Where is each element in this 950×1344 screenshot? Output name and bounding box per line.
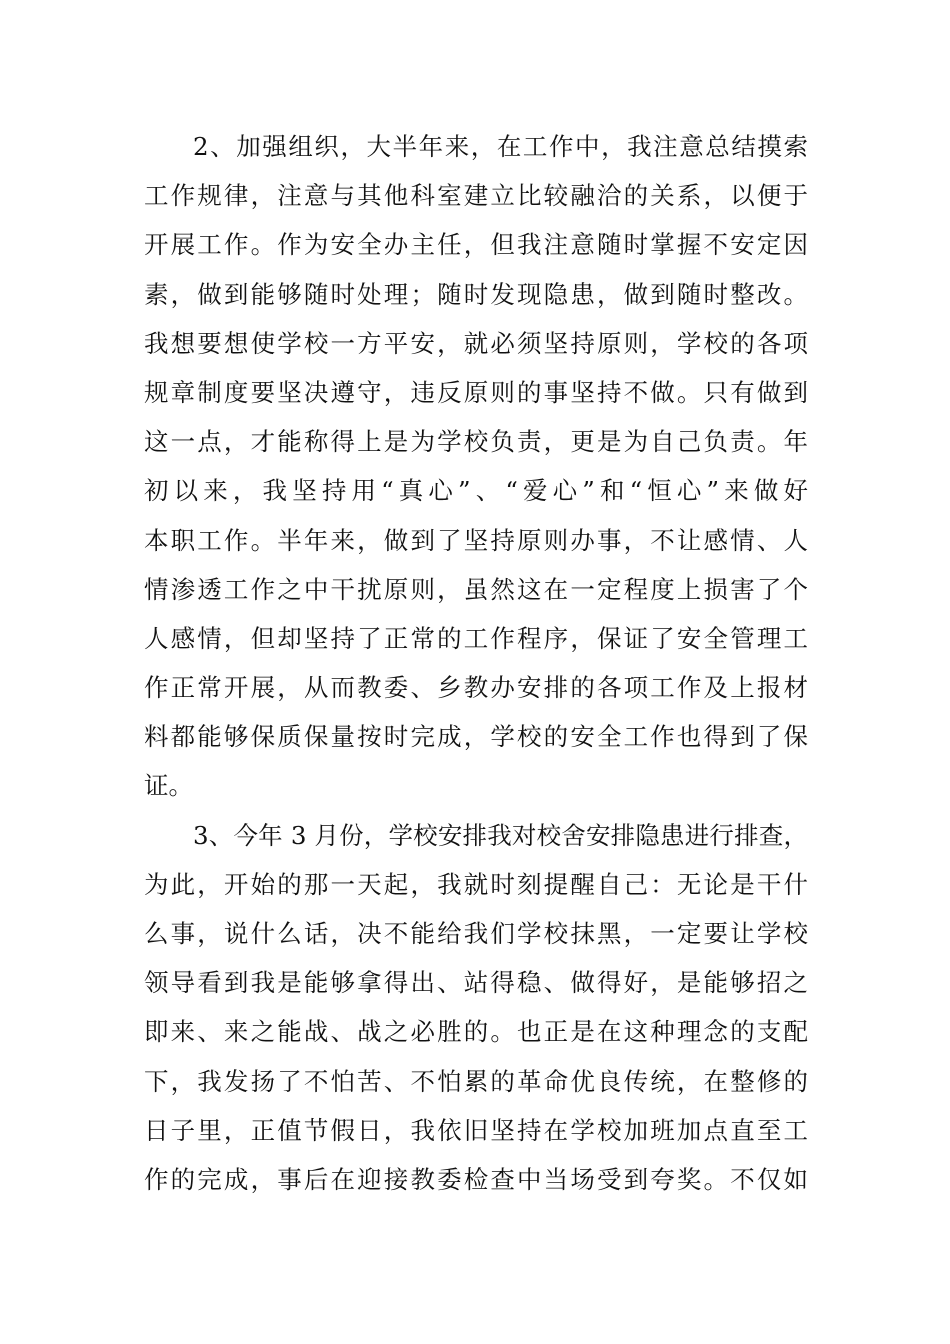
text-line: 3、今年 3 月份，学校安排我对校舍安排隐患进行排查，: [193, 820, 808, 850]
text-line: 素，做到能够随时处理；随时发现隐患，做到随时整改。: [144, 279, 808, 309]
text-line: 料都能够保质保量按时完成，学校的安全工作也得到了保: [144, 722, 808, 752]
text-line: 领导看到我是能够拿得出、站得稳、做得好，是能够招之: [144, 968, 808, 998]
document-body: [144, 122, 808, 1204]
text-line: 下，我发扬了不怕苦、不怕累的革命优良传统，在整修的: [144, 1066, 808, 1096]
text-line: 作正常开展，从而教委、乡教办安排的各项工作及上报材: [144, 673, 808, 703]
text-line: 开展工作。作为安全办主任，但我注意随时掌握不安定因: [144, 230, 808, 260]
text-line: 人感情，但却坚持了正常的工作程序，保证了安全管理工: [144, 623, 808, 653]
text-line: 即来、来之能战、战之必胜的。也正是在这种理念的支配: [144, 1017, 808, 1047]
text-line: 么事，说什么话，决不能给我们学校抹黑，一定要让学校: [144, 919, 808, 948]
text-line: 这一点，才能称得上是为学校负责，更是为自己负责。年: [144, 427, 808, 457]
text-line: 日子里，正值节假日，我依旧坚持在学校加班加点直至工: [144, 1115, 808, 1145]
text-line: 初以来，我坚持用“真心”、“爱心”和“恒心”来做好: [144, 476, 808, 506]
text-line: 我想要想使学校一方平安，就必须坚持原则，学校的各项: [144, 328, 808, 358]
text-line: 作的完成，事后在迎接教委检查中当场受到夸奖。不仅如: [144, 1164, 808, 1194]
paragraph-2: [144, 122, 808, 811]
text-line: 情渗透工作之中干扰原则，虽然这在一定程度上损害了个: [144, 574, 808, 604]
text-line: 本职工作。半年来，做到了坚持原则办事，不让感情、人: [144, 525, 808, 555]
text-line: 规章制度要坚决遵守，违反原则的事坚持不做。只有做到: [144, 377, 808, 407]
text-line: 证。: [144, 771, 193, 801]
text-line: 工作规律，注意与其他科室建立比较融洽的关系，以便于: [144, 181, 808, 211]
paragraph-3: [144, 811, 808, 1205]
text-line: 2、加强组织，大半年来，在工作中，我注意总结摸索: [193, 132, 808, 161]
text-line: 为此，开始的那一天起，我就时刻提醒自己：无论是干什: [144, 869, 808, 899]
